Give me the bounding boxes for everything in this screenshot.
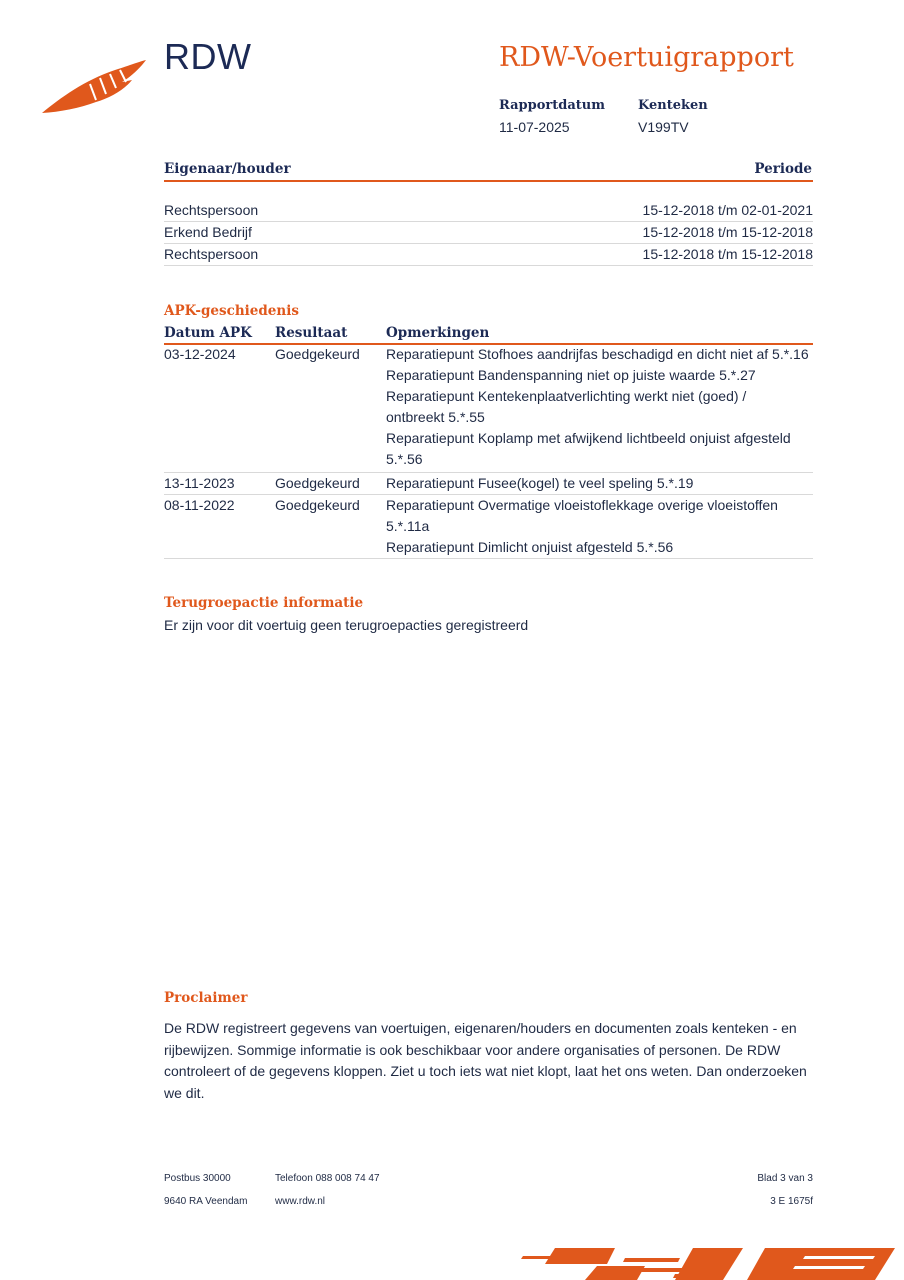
remark-line: Reparatiepunt Koplamp met afwijkend lichtbeeld onjuist afgesteld (386, 430, 791, 446)
apk-result-cell: Goedgekeurd (275, 497, 360, 513)
owner-cell: Rechtspersoon (164, 202, 259, 218)
remark-line: ontbreekt 5.*.55 (386, 409, 485, 425)
apk-remarks-cell (386, 344, 809, 470)
apk-col-date: Datum APK (164, 325, 252, 341)
kenteken-value: V199TV (638, 119, 689, 135)
footer-phone: Telefoon 088 008 74 47 (275, 1173, 380, 1184)
recall-text: Er zijn voor dit voertuig geen terugroepacties geregistreerd (164, 617, 529, 633)
table-row (164, 473, 813, 495)
apk-section-title: APK-geschiedenis (164, 303, 299, 319)
remark-line: Reparatiepunt Bandenspanning niet op juiste waarde 5.*.27 (386, 367, 756, 383)
table-row (164, 344, 813, 473)
period-cell: 15-12-2018 t/m 15-12-2018 (642, 246, 813, 262)
owners-header-rule (164, 180, 813, 182)
brand-name: RDW (164, 36, 252, 77)
table-row (164, 200, 813, 222)
proclaimer-text (164, 1018, 824, 1104)
table-row (164, 222, 813, 244)
period-cell: 15-12-2018 t/m 02-01-2021 (642, 202, 813, 218)
remark-line: 5.*.56 (386, 451, 423, 467)
table-row (164, 244, 813, 266)
remark-line: Reparatiepunt Dimlicht onjuist afgesteld 5.*.56 (386, 539, 674, 555)
owner-cell: Rechtspersoon (164, 246, 259, 262)
proclaimer-line: De RDW registreert gegevens van voertuigen, eigenaren/houders en documenten zoals kenteken - en (164, 1020, 797, 1036)
footer-address: 9640 RA Veendam (164, 1196, 248, 1207)
proclaimer-line: rijbewijzen. Sommige informatie is ook beschikbaar voor andere organisaties of personen. De RDW (164, 1041, 781, 1058)
footer-document-code: 3 E 1675f (770, 1196, 813, 1207)
rapportdatum-label: Rapportdatum (499, 98, 605, 113)
owners-col-period: Periode (754, 161, 812, 177)
period-cell: 15-12-2018 t/m 15-12-2018 (642, 224, 813, 240)
kenteken-label: Kenteken (638, 98, 708, 113)
proclaimer-line: controleert of de gegevens kloppen. Ziet u toch iets wat niet klopt, laat het ons weten. Dan onderzoeken (164, 1063, 807, 1079)
apk-remarks-cell (386, 473, 693, 494)
rapportdatum-value: 11-07-2025 (499, 119, 570, 135)
owner-cell: Erkend Bedrijf (164, 224, 252, 240)
proclaimer-line: we dit. (164, 1084, 205, 1101)
apk-col-result: Resultaat (275, 325, 348, 341)
owners-col-owner: Eigenaar/houder (164, 161, 291, 177)
owners-table-body (164, 200, 813, 266)
footer-website[interactable]: www.rdw.nl (275, 1196, 326, 1207)
recall-section-title: Terugroepactie informatie (164, 595, 364, 611)
remark-line: 5.*.11a (386, 518, 430, 534)
apk-table-body (164, 344, 813, 559)
apk-date-cell: 08-11-2022 (164, 497, 235, 513)
table-row (164, 495, 813, 559)
report-title: RDW-Voertuigrapport (499, 42, 794, 73)
rdw-logo-icon (40, 58, 148, 116)
remark-line: Reparatiepunt Kentekenplaatverlichting werkt niet (goed) / (386, 388, 747, 404)
footer-postbus: Postbus 30000 (164, 1173, 231, 1184)
apk-date-cell: 03-12-2024 (164, 346, 236, 362)
apk-col-remarks: Opmerkingen (386, 325, 490, 341)
apk-result-cell: Goedgekeurd (275, 346, 360, 362)
remark-line: Reparatiepunt Fusee(kogel) te veel speling 5.*.19 (386, 475, 694, 491)
remark-line: Reparatiepunt Stofhoes aandrijfas beschadigd en dicht niet af 5.*.16 (386, 346, 809, 362)
remark-line: Reparatiepunt Overmatige vloeistoflekkage overige vloeistoffen (386, 497, 778, 513)
decorative-stripes-icon (515, 1244, 904, 1280)
apk-result-cell: Goedgekeurd (275, 475, 360, 491)
footer-page-number: Blad 3 van 3 (757, 1173, 813, 1184)
apk-remarks-cell (386, 495, 778, 558)
apk-date-cell: 13-11-2023 (164, 475, 235, 491)
proclaimer-title: Proclaimer (164, 990, 248, 1006)
